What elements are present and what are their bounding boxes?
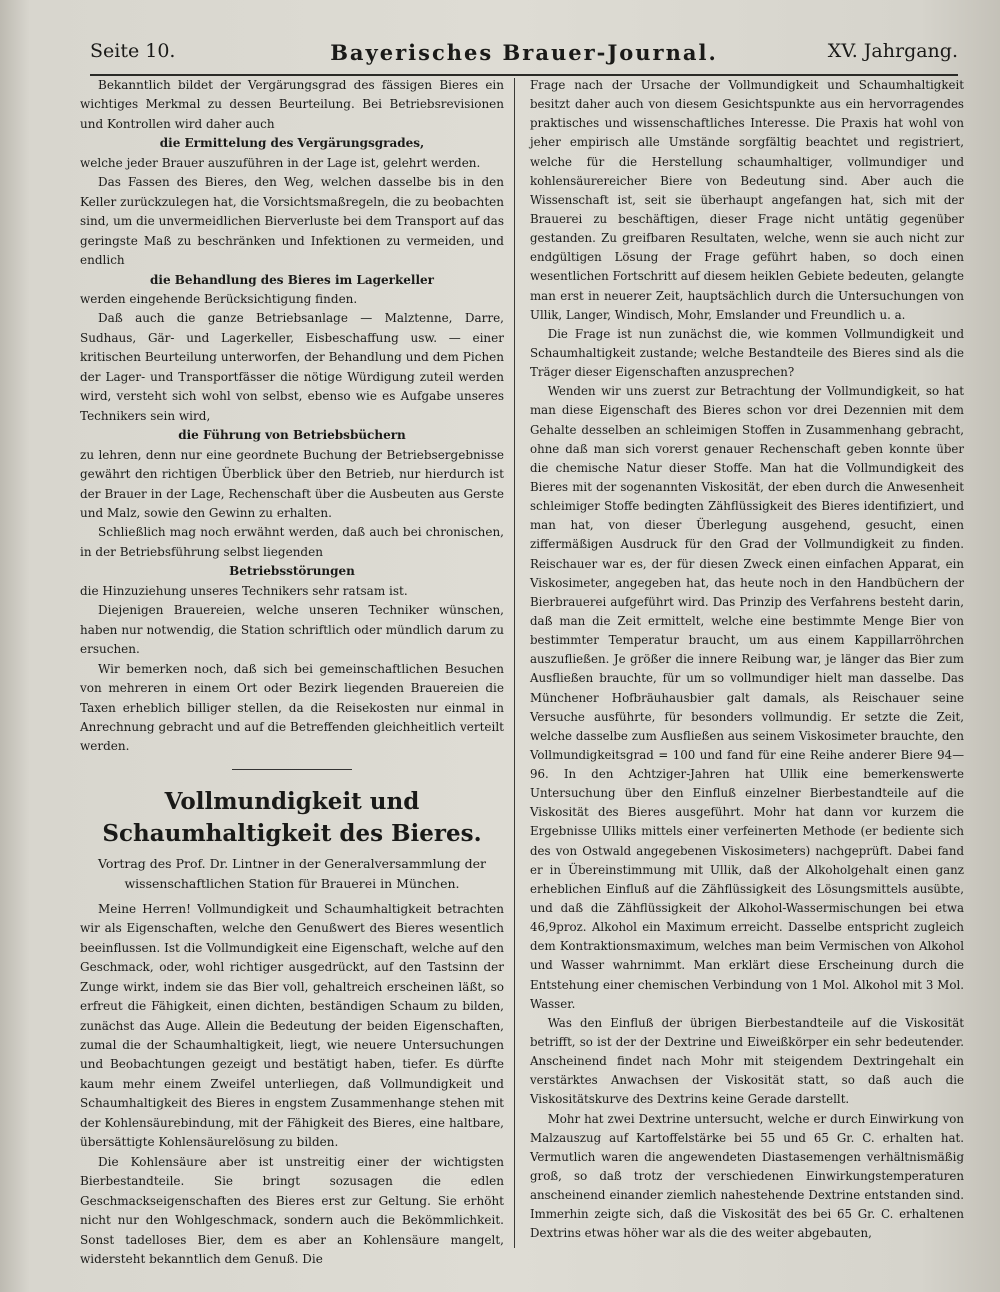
section-heading: die Behandlung des Bieres im Lagerkeller	[150, 272, 434, 287]
paragraph: Daß auch die ganze Betriebsanlage — Malztenne, Darre, Sudhaus, Gär- und Lagerkeller, Eisbeschaffung usw. — einer kritischen Beurteilung unterworfen, der Behandlung und dem Pichen der Lager- und Transportfässer die nötige Würdigung zuteil werden wird, versteht sich wohl von selbst, ebenso wie es Aufgabe unseres Technikers sein wird,	[80, 311, 504, 423]
paragraph: Wenden wir uns zuerst zur Betrachtung der Vollmundigkeit, so hat man diese Eigenschaft des Bieres schon vor drei Dezennien mit dem Gehalte desselben an schleimigen Stoffen in Zusammenhang gebracht, ohne daß man sich vorerst genauer Rechenschaft geben konnte über die chemische Natur dieser Stoffe. Man hat die Vollmundigkeit des Bieres mit der sogenannten Viskosität, der eben durch die Anwesenheit schleimiger Stoffe bedingten Zähflüssigkeit des Bieres identifiziert, und man hat, von dieser Überlegung ausgehend, gesucht, einen ziffermäßigen Ausdruck für den Grad der Vollmundigkeit zu finden. Reischauer war es, der für diesen Zweck einen einfachen Apparat, ein Viskosimeter, angegeben hat, das heute noch in den Handbüchern der Bierbrauerei aufgeführt wird. Das Prinzip des Verfahrens besteht darin, daß man die Zeit ermittelt, welche eine bestimmte Menge Bier von bestimmter Temperatur braucht, um aus einem Kappillarröhrchen auszufließen. Je größer die innere Reibung war, je länger das Bier zum Ausfließen brauchte, für um so vollmundiger hielt man dasselbe. Das Münchener Hofbräuhausbier galt damals, als Reischauer seine Versuche ausführte, für besonders vollmundig. Er setzte die Zeit, welche dasselbe zum Ausfließen aus seinem Viskosimeter brauchte, den Vollmundigkeitsgrad = 100 und fand für eine Reihe anderer Biere 94—96. In den Achtziger-Jahren hat Ullik eine bemerkenswerte Untersuchung über den Einfluß einzelner Bierbestandteile auf die Viskosität des Bieres ausgeführt. Mohr hat dann vor kurzem die Ergebnisse Ulliks mittels einer verfeinerten Methode (er bediente sich des von Ostwald angegebenen Viskosimeters) nachgeprüft. Dabei fand er in Übereinstimmung mit Ullik, daß der Alkoholgehalt einen ganz erheblichen Einfluß auf die Zähflüssigkeit des Lösungsmittels ausübte, und daß die Zähflüssigkeit der Alkohol-Wassermischungen bei etwa 46,9proz. Alkohol ein Maximum erreicht. Dasselbe entspricht zugleich dem Kontraktionsmaximum, welches man beim Vermischen von Alkohol und Wasser wahrnimmt. Man erklärt diese Erscheinung durch die Entstehung einer chemischen Verbindung von 1 Mol. Alkohol mit 3 Mol. Wasser.	[530, 384, 964, 1011]
paragraph: welche jeder Brauer auszuführen in der Lage ist, gelehrt werden.	[80, 155, 481, 170]
paragraph: Meine Herren! Vollmundigkeit und Schaumhaltigkeit betrachten wir als Eigenschaften, welche den Genußwert des Bieres wesentlich beeinflussen. Ist die Vollmundigkeit eine Eigenschaft, welche auf den Geschmack, oder, wohl richtiger ausgedrückt, auf den Tastsinn der Zunge wirkt, indem sie das Bier voll, gehaltreich erscheinen läßt, so erfreut die Fähigkeit, einen dichten, beständigen Schaum zu bilden, zunächst das Auge. Allein die Bedeutung der beiden Eigenschaften, zumal die der Schaumhaltigkeit, liegt, wie neuere Untersuchungen und Beobachtungen gezeigt und bestätigt haben, tiefer. Es dürfte kaum mehr einem Zweifel unterliegen, daß Vollmundigkeit und Schaumhaltigkeit des Bieres in engstem Zusammenhange stehen mit der Kohlensäurebindung, mit der Fähigkeit des Bieres, eine haltbare, übersättigte Kohlensäurelösung zu bilden.	[80, 901, 504, 1150]
section-rule	[232, 769, 352, 770]
paragraph: die Hinzuziehung unseres Technikers sehr ratsam ist.	[80, 583, 408, 598]
page-header	[90, 34, 958, 76]
paragraph: Mohr hat zwei Dextrine untersucht, welche er durch Einwirkung von Malzauszug auf Kartoffelstärke bei 55 und 65 Gr. C. erhalten hat. Vermutlich waren die angewendeten Diastasemengen verhältnismäßig groß, so daß trotz der verschiedenen Einwirkungstemperaturen anscheinend einander ziemlich nahestehende Dextrine entstanden sind. Immerhin zeigte sich, daß die Viskosität des bei 65 Gr. C. erhaltenen Dextrins etwas höher war als die des weiter abgebauten,	[530, 1111, 964, 1241]
paragraph: Die Frage ist nun zunächst die, wie kommen Vollmundigkeit und Schaumhaltigkeit zustande; welche Bestandteile des Bieres sind als die Träger dieser Eigenschaften anzusprechen?	[530, 326, 964, 380]
paragraph: Das Fassen des Bieres, den Weg, welchen dasselbe bis in den Keller zurückzulegen hat, die Vorsichtsmaßregeln, die zu beobachten sind, um die unvermeidlichen Bierverluste bei dem Transport auf das geringste Maß zu beschränken und Infektionen zu vermeiden, und endlich	[80, 175, 504, 268]
article-byline: Vortrag des Prof. Dr. Lintner in der Generalversammlung der wissenschaftlichen Station für Brauerei in München.	[97, 855, 487, 891]
paragraph: Was den Einfluß der übrigen Bierbestandteile auf die Viskosität betrifft, so ist der der Dextrine und Eiweißkörper ein sehr bedeutender. Anscheinend findet nach Mohr mit steigendem Dextringehalt ein verstärktes Anwachsen der Viskosität statt, so daß auch die Viskositätskurve des Dextrins keine Gerade darstellt.	[530, 1015, 964, 1107]
paragraph: zu lehren, denn nur eine geordnete Buchung der Betriebsergebnisse gewährt den richtigen Überblick über den Betrieb, nur hierdurch ist der Brauer in der Lage, Rechenschaft über die Ausbeuten aus Gerste und Malz, sowie den Gewinn zu erhalten.	[80, 447, 504, 520]
page-number: Seite 10.	[90, 40, 176, 62]
right-column	[530, 76, 964, 1244]
paragraph: werden eingehende Berücksichtigung finden.	[80, 291, 358, 306]
paragraph: Schließlich mag noch erwähnt werden, daß auch bei chronischen, in der Betriebsführung selbst liegenden	[80, 525, 504, 559]
column-divider	[514, 78, 515, 1248]
section-heading: die Führung von Betriebsbüchern	[178, 428, 406, 443]
paragraph: Diejenigen Brauereien, welche unseren Techniker wünschen, haben nur notwendig, die Station schriftlich oder mündlich darum zu ersuchen.	[80, 603, 504, 657]
left-column	[80, 76, 504, 1269]
paragraph: Frage nach der Ursache der Vollmundigkeit und Schaumhaltigkeit besitzt daher auch von diesem Gesichtspunkte aus ein hervorragendes praktisches und wissenschaftliches Interesse. Die Praxis hat wohl von jeher empirisch alle Umstände sorgfältig beachtet und registriert, welche für die Herstellung schaumhaltiger, vollmundiger und kohlensäurereicher Biere von Bedeutung sind. Aber auch die Wissenschaft ist, seit sie überhaupt angefangen hat, sich mit der Brauerei zu beschäftigen, dieser Frage nicht untätig gegenüber gestanden. Zu greifbaren Resultaten, welche, wenn sie auch nicht zur endgültigen Lösung der Frage geführt haben, so doch einen wesentlichen Fortschritt auf diesem heiklen Gebiete bedeuten, gelangte man erst in neuerer Zeit, hauptsächlich durch die Untersuchungen von Ullik, Langer, Windisch, Mohr, Emslander und Freundlich u. a.	[530, 78, 964, 322]
journal-title: Bayerisches Brauer-Journal.	[330, 40, 718, 65]
paragraph: Die Kohlensäure aber ist unstreitig einer der wichtigsten Bierbestandteile. Sie bringt sozusagen die edlen Geschmackseigenschaften des Bieres erst zur Geltung. Sie erhöht nicht nur den Wohlgeschmack, sondern auch die Bekömmlichkeit. Sonst tadelloses Bier, dem es aber an Kohlensäure mangelt, widersteht bekanntlich dem Genuß. Die	[80, 1154, 504, 1267]
paragraph: Wir bemerken noch, daß sich bei gemeinschaftlichen Besuchen von mehreren in einem Ort oder Bezirk liegenden Brauereien die Taxen erheblich billiger stellen, da die Reisekosten nur einmal in Anrechnung gebracht und auf die Betreffenden gleichheitlich verteilt werden.	[80, 661, 504, 754]
volume-label: XV. Jahrgang.	[827, 40, 958, 62]
paragraph: Bekanntlich bildet der Vergärungsgrad des fässigen Bieres ein wichtiges Merkmal zu dessen Beurteilung. Bei Betriebsrevisionen und Kontrollen wird daher auch	[80, 78, 504, 131]
section-heading: Betriebsstörungen	[229, 564, 355, 579]
section-heading: die Ermittelung des Vergärungsgrades,	[159, 136, 425, 151]
article-title: Vollmundigkeit und Schaumhaltigkeit des Bieres.	[102, 787, 482, 847]
